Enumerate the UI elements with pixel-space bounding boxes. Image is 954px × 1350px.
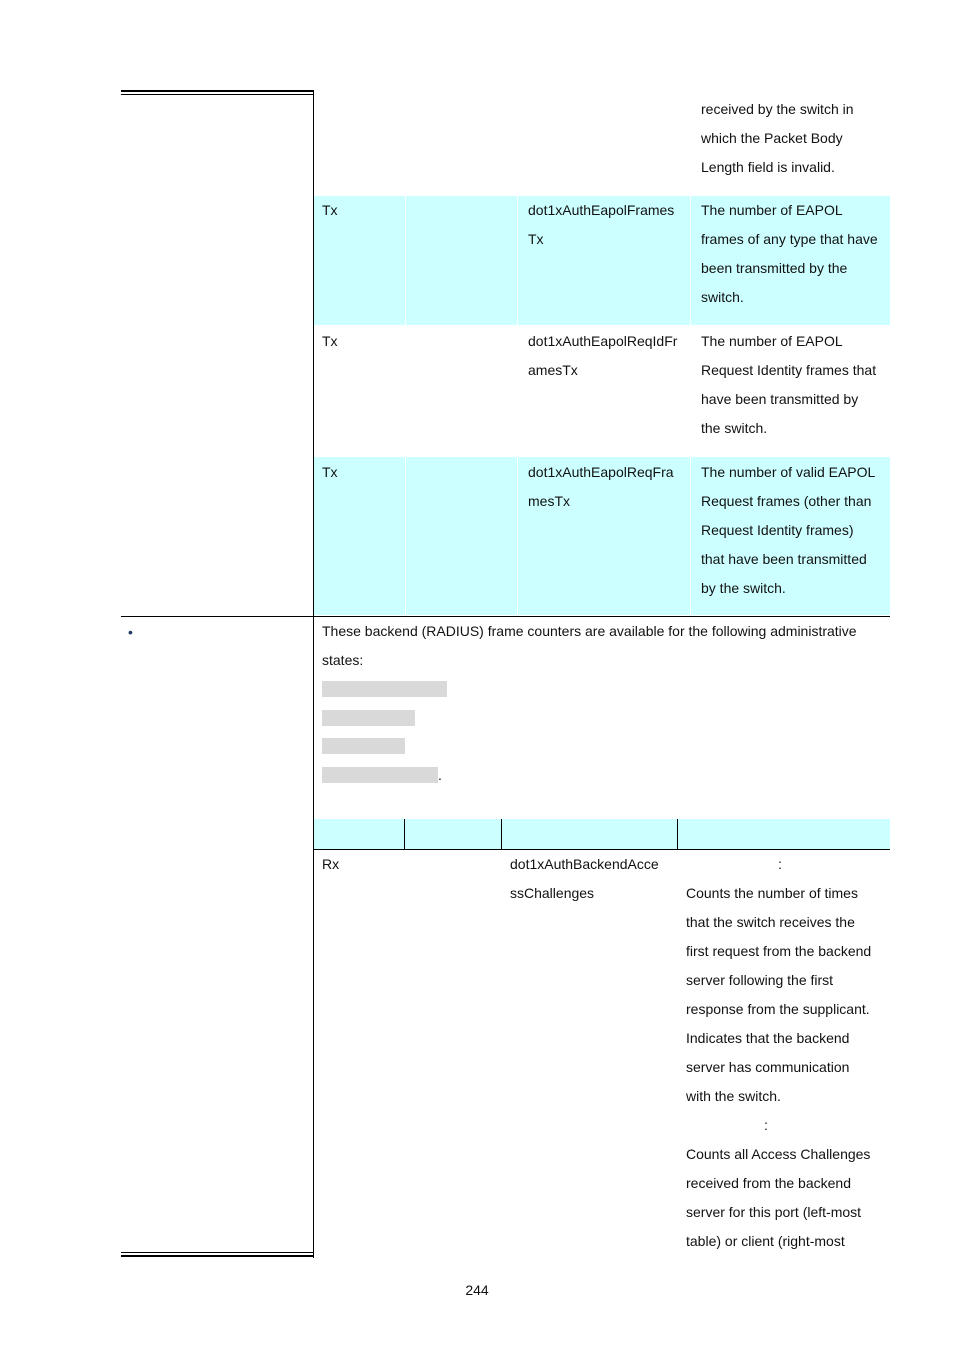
object-cell: dot1xAuthEapolReqFra mesTx [528,464,674,509]
column-divider [501,819,502,849]
state-placeholder [322,767,438,783]
direction-cell: Tx [322,333,338,349]
object-cell: dot1xAuthEapolFrames Tx [528,202,675,247]
state-placeholder [322,710,415,726]
continued-description: received by the switch in which the Packet Body Length field is invalid. [701,101,854,175]
state-placeholder [322,681,447,697]
state-placeholder [322,738,405,754]
description-cell: The number of EAPOL frames of any type that have been transmitted by the switch. [701,202,878,305]
object-cell: dot1xAuthBackendAcce ssChallenges [510,856,659,901]
list-period: . [438,767,442,783]
description-cell: : Counts the number of times that the switch receives the first request from the backend server following the first response from the supplicant. Indicates that the backend server has communication with the switch. : Counts all Access Challenges received from the backend server for this port (left-most table) or client (right-most [686,856,872,1249]
bullet-icon: • [128,624,133,640]
backend-intro: These backend (RADIUS) frame counters are available for the following administrative states: [322,623,857,668]
column-divider [404,819,405,849]
description-cell: The number of EAPOL Request Identity frames that have been transmitted by the switch. [701,333,877,436]
direction-cell: Tx [322,202,338,218]
column-divider [677,819,678,849]
direction-cell: Rx [322,856,340,872]
page-number: 244 [465,1282,489,1298]
object-cell: dot1xAuthEapolReqIdFr amesTx [528,333,678,378]
table-header-row [314,819,890,849]
description-cell: The number of valid EAPOL Request frames (other than Request Identity frames) that have been transmitted by the switch. [701,464,876,596]
direction-cell: Tx [322,464,338,480]
